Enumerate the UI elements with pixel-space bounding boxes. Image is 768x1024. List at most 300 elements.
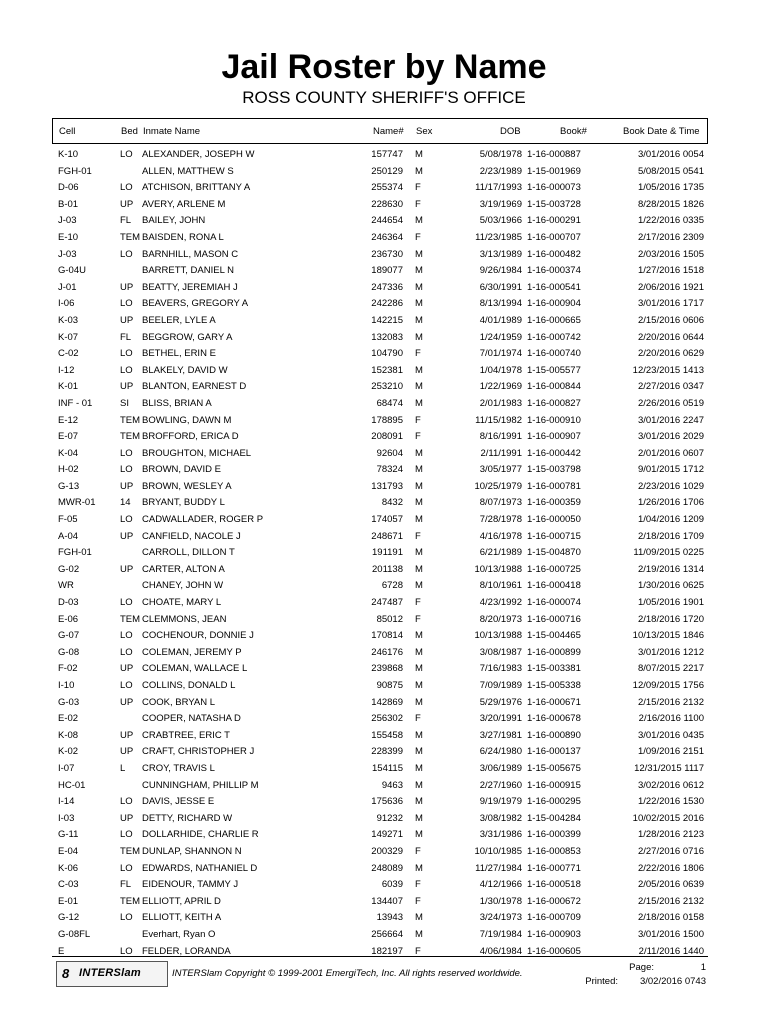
row-name-number: 256302 — [371, 713, 403, 725]
row-book-number: 1-16-000374 — [527, 265, 581, 277]
row-cell: K-10 — [58, 149, 79, 160]
printed-label: Printed: — [585, 976, 618, 987]
row-book-number: 1-15-005577 — [527, 364, 581, 376]
row-cell: K-01 — [58, 381, 79, 393]
row-book-number: 1-16-000073 — [527, 182, 581, 194]
row-bed: LO — [120, 464, 133, 476]
row-book-number: 1-15-004465 — [527, 630, 581, 642]
header-bed: Bed — [121, 126, 138, 137]
row-cell: I-12 — [58, 364, 75, 376]
row-cell: E-12 — [58, 414, 79, 426]
row-book-number: 1-16-000665 — [527, 314, 581, 326]
row-book-number: 1-16-000903 — [527, 928, 581, 940]
row-bed: L — [120, 762, 126, 774]
table-row — [52, 428, 708, 445]
row-dob: 7/16/1983 — [479, 663, 522, 675]
row-book-date-time: 2/06/2016 1921 — [637, 281, 704, 293]
row-bed: LO — [120, 298, 133, 310]
row-sex: M — [415, 447, 423, 459]
row-book-date-time: 2/15/2016 0606 — [637, 314, 704, 326]
table-row — [52, 577, 708, 594]
row-book-number: 1-16-000418 — [527, 580, 581, 592]
table-row — [52, 212, 708, 229]
row-book-date-time: 2/15/2016 2132 — [637, 895, 704, 907]
row-cell: I-10 — [58, 680, 75, 691]
row-sex: M — [415, 862, 423, 874]
row-book-number: 1-16-000518 — [527, 879, 581, 891]
row-name-number: 8432 — [381, 497, 403, 509]
row-bed: LO — [120, 796, 133, 808]
header-dob: DOB — [500, 126, 521, 137]
row-book-date-time: 8/07/2015 2217 — [637, 663, 704, 675]
row-sex: M — [415, 696, 423, 708]
row-inmate-name: BEAVERS, GREGORY A — [142, 298, 249, 310]
row-sex: M — [415, 464, 423, 476]
row-book-date-time: 2/26/2016 0519 — [637, 397, 704, 409]
row-book-number: 1-16-000074 — [527, 597, 581, 609]
row-name-number: 13943 — [376, 912, 403, 924]
row-book-number: 1-16-000771 — [527, 862, 581, 874]
row-book-number: 1-15-004870 — [527, 547, 581, 559]
row-sex: M — [415, 397, 423, 409]
row-dob: 2/01/1983 — [479, 397, 522, 409]
row-bed: LO — [120, 364, 133, 376]
row-dob: 10/25/1979 — [474, 480, 522, 492]
header-book-date-time: Book Date & Time — [623, 126, 700, 137]
row-name-number: 9463 — [381, 779, 403, 791]
row-sex: M — [415, 364, 423, 376]
row-book-date-time: 2/15/2016 2132 — [637, 696, 704, 708]
row-name-number: 149271 — [371, 829, 403, 841]
row-cell: G-08 — [58, 646, 80, 658]
row-book-number: 1-16-000295 — [527, 796, 581, 808]
row-sex: M — [415, 912, 423, 924]
row-inmate-name: BLAKELY, DAVID W — [142, 364, 228, 376]
row-cell: G-08FL — [58, 928, 91, 940]
row-inmate-name: CLEMMONS, JEAN — [142, 613, 227, 625]
report-subtitle: ROSS COUNTY SHERIFF'S OFFICE — [242, 88, 526, 107]
table-row — [52, 561, 708, 578]
row-inmate-name: BLANTON, EARNEST D — [142, 381, 247, 393]
row-sex: F — [415, 182, 421, 194]
row-book-date-time: 2/03/2016 1505 — [637, 248, 704, 260]
row-book-date-time: 12/09/2015 1756 — [632, 680, 704, 691]
table-row — [52, 727, 708, 744]
row-sex: F — [415, 431, 421, 443]
row-name-number: 253210 — [371, 381, 403, 393]
row-bed: LO — [120, 630, 133, 642]
table-row — [52, 362, 708, 379]
row-name-number: 200329 — [371, 845, 403, 857]
row-name-number: 131793 — [371, 480, 403, 492]
row-dob: 5/08/1978 — [479, 149, 522, 160]
row-book-number: 1-16-000716 — [527, 613, 581, 625]
row-inmate-name: CARTER, ALTON A — [142, 563, 225, 575]
row-bed: LO — [120, 680, 133, 691]
row-cell: G-07 — [58, 630, 80, 642]
row-cell: K-02 — [58, 746, 79, 758]
table-row — [52, 810, 708, 827]
row-book-number: 1-16-000672 — [527, 895, 581, 907]
row-bed: UP — [120, 480, 134, 492]
row-name-number: 236730 — [371, 248, 403, 260]
row-cell: K-06 — [58, 862, 79, 874]
report-footer — [52, 956, 708, 991]
row-book-date-time: 2/23/2016 1029 — [637, 480, 704, 492]
row-inmate-name: BARNHILL, MASON C — [142, 248, 239, 260]
row-book-date-time: 3/01/2016 1717 — [637, 298, 704, 310]
table-row — [52, 893, 708, 910]
row-book-number: 1-16-000910 — [527, 414, 581, 426]
row-dob: 6/30/1991 — [479, 281, 522, 293]
row-sex: M — [415, 497, 423, 509]
row-book-number: 1-16-000137 — [527, 746, 581, 758]
row-inmate-name: ATCHISON, BRITTANY A — [142, 182, 251, 194]
row-book-date-time: 9/01/2015 1712 — [637, 464, 704, 476]
row-name-number: 242286 — [371, 298, 403, 310]
row-cell: C-03 — [58, 879, 79, 891]
row-sex: M — [415, 265, 423, 277]
row-name-number: 142869 — [371, 696, 403, 708]
row-dob: 1/30/1978 — [479, 895, 522, 907]
table-row — [52, 229, 708, 246]
row-inmate-name: BAISDEN, RONA L — [142, 231, 224, 243]
row-inmate-name: DAVIS, JESSE E — [142, 796, 215, 808]
table-row — [52, 611, 708, 628]
table-row — [52, 926, 708, 943]
row-book-number: 1-16-000291 — [527, 215, 581, 227]
row-inmate-name: BRYANT, BUDDY L — [142, 497, 225, 509]
row-bed: TEM — [120, 414, 141, 426]
row-book-date-time: 10/02/2015 2016 — [632, 812, 704, 824]
row-bed: FL — [120, 879, 132, 891]
row-name-number: 244654 — [371, 215, 403, 227]
row-bed: LO — [120, 862, 133, 874]
row-book-date-time: 2/27/2016 0716 — [637, 845, 704, 857]
row-book-number: 1-16-000605 — [527, 945, 581, 957]
row-book-number: 1-16-000827 — [527, 397, 581, 409]
row-inmate-name: CHANEY, JOHN W — [142, 580, 224, 592]
row-inmate-name: BLISS, BRIAN A — [142, 397, 212, 409]
row-bed: UP — [120, 381, 134, 393]
row-sex: M — [415, 381, 423, 393]
row-name-number: 191191 — [372, 547, 403, 559]
row-name-number: 247336 — [371, 281, 403, 293]
table-row — [52, 909, 708, 926]
row-name-number: 174057 — [371, 514, 403, 526]
row-inmate-name: COOK, BRYAN L — [142, 696, 216, 708]
row-book-date-time: 1/09/2016 2151 — [637, 746, 704, 758]
row-name-number: 256664 — [371, 928, 403, 940]
row-name-number: 134407 — [371, 895, 403, 907]
row-name-number: 90875 — [376, 680, 403, 691]
row-dob: 1/24/1959 — [479, 331, 522, 343]
row-sex: F — [415, 231, 421, 243]
row-book-number: 1-15-003381 — [527, 663, 581, 675]
row-bed: TEM — [120, 613, 141, 625]
row-book-date-time: 3/01/2016 1500 — [637, 928, 704, 940]
row-bed: LO — [120, 597, 133, 609]
row-dob: 2/23/1989 — [479, 165, 522, 177]
table-row — [52, 760, 708, 777]
row-book-number: 1-16-000915 — [527, 779, 581, 791]
row-dob: 4/01/1989 — [479, 314, 522, 326]
page-label: Page: — [629, 962, 654, 973]
row-inmate-name: AVERY, ARLENE M — [142, 198, 226, 210]
row-inmate-name: BARRETT, DANIEL N — [142, 265, 235, 277]
row-name-number: 155458 — [371, 729, 403, 741]
row-bed: 14 — [120, 497, 131, 509]
row-cell: J-03 — [58, 248, 77, 260]
table-row — [52, 860, 708, 877]
row-book-number: 1-16-000725 — [527, 563, 581, 575]
row-inmate-name: BROWN, WESLEY A — [142, 480, 232, 492]
table-row — [52, 826, 708, 843]
row-sex: F — [415, 845, 421, 857]
row-book-number: 1-15-004284 — [527, 812, 581, 824]
row-book-date-time: 1/22/2016 1530 — [637, 796, 704, 808]
row-dob: 8/10/1961 — [479, 580, 522, 592]
row-dob: 9/19/1979 — [479, 796, 522, 808]
row-dob: 3/19/1969 — [479, 198, 522, 210]
row-sex: M — [415, 580, 423, 592]
row-book-date-time: 2/20/2016 0644 — [637, 331, 704, 343]
row-inmate-name: FELDER, LORANDA — [142, 945, 231, 957]
row-inmate-name: ELLIOTT, APRIL D — [142, 895, 221, 907]
row-bed: LO — [120, 945, 133, 957]
header-inmate-name: Inmate Name — [143, 126, 201, 137]
row-dob: 3/24/1973 — [479, 912, 522, 924]
row-book-date-time: 3/01/2016 0435 — [637, 729, 704, 741]
row-dob: 10/13/1988 — [474, 630, 522, 642]
row-cell: I-14 — [58, 796, 75, 808]
row-name-number: 246176 — [371, 646, 403, 658]
row-dob: 5/29/1976 — [479, 696, 522, 708]
row-dob: 3/31/1986 — [479, 829, 522, 841]
row-book-date-time: 3/01/2016 2247 — [637, 414, 704, 426]
row-book-date-time: 2/27/2016 0347 — [637, 381, 704, 393]
row-bed: LO — [120, 646, 133, 658]
table-row — [52, 146, 708, 163]
row-cell: J-03 — [58, 215, 77, 227]
logo-text: INTERSlam — [79, 967, 141, 979]
row-sex: M — [415, 680, 423, 691]
row-bed: UP — [120, 281, 134, 293]
row-name-number: 208091 — [371, 431, 403, 443]
row-dob: 11/27/1984 — [475, 862, 522, 874]
row-cell: WR — [58, 580, 74, 592]
table-row — [52, 345, 708, 362]
row-cell: F-05 — [58, 514, 78, 526]
row-dob: 4/12/1966 — [479, 879, 522, 891]
row-inmate-name: BEGGROW, GARY A — [142, 331, 233, 343]
table-row — [52, 843, 708, 860]
copyright-notice: INTERSlam Copyright © 1999-2001 EmergiTech, Inc. All rights reserved worldwide. — [172, 968, 523, 979]
row-inmate-name: CHOATE, MARY L — [142, 597, 222, 609]
header-book-number: Book# — [560, 126, 587, 137]
table-row — [52, 295, 708, 312]
row-inmate-name: DETTY, RICHARD W — [142, 812, 233, 824]
row-bed: UP — [120, 198, 134, 210]
row-name-number: 104790 — [371, 348, 403, 360]
row-cell: K-04 — [58, 447, 79, 459]
row-dob: 10/10/1985 — [474, 845, 522, 857]
row-dob: 3/08/1987 — [479, 646, 522, 658]
row-bed: SI — [120, 397, 129, 409]
row-book-date-time: 3/01/2016 1212 — [637, 646, 704, 658]
row-book-number: 1-16-000707 — [527, 231, 581, 243]
row-name-number: 247487 — [371, 597, 403, 609]
row-sex: F — [415, 414, 421, 426]
row-bed: LO — [120, 149, 133, 160]
row-dob: 8/20/1973 — [479, 613, 522, 625]
row-dob: 7/19/1984 — [479, 928, 522, 940]
row-book-number: 1-16-000671 — [527, 696, 581, 708]
row-book-number: 1-16-000541 — [527, 281, 581, 293]
row-cell: E-01 — [58, 895, 79, 907]
row-name-number: 248671 — [371, 530, 403, 542]
row-cell: E — [58, 945, 65, 957]
row-inmate-name: EIDENOUR, TAMMY J — [142, 879, 239, 891]
row-name-number: 132083 — [371, 331, 403, 343]
row-inmate-name: COCHENOUR, DONNIE J — [142, 630, 254, 642]
row-inmate-name: DUNLAP, SHANNON N — [142, 845, 242, 857]
table-row — [52, 710, 708, 727]
row-sex: M — [415, 298, 423, 310]
row-cell: MWR-01 — [58, 497, 96, 509]
row-book-number: 1-16-000740 — [527, 348, 581, 360]
row-bed: LO — [120, 829, 133, 841]
row-bed: LO — [120, 348, 133, 360]
row-book-number: 1-16-000890 — [527, 729, 581, 741]
row-cell: E-02 — [58, 713, 79, 725]
row-dob: 7/09/1989 — [479, 680, 522, 691]
row-book-date-time: 2/19/2016 1314 — [637, 563, 704, 575]
row-cell: G-11 — [58, 829, 79, 841]
row-inmate-name: ALEXANDER, JOSEPH W — [142, 149, 255, 160]
row-sex: M — [415, 746, 423, 758]
row-cell: G-04U — [58, 265, 86, 277]
row-sex: F — [415, 613, 421, 625]
row-sex: F — [415, 713, 421, 725]
row-dob: 7/28/1978 — [479, 514, 522, 526]
row-inmate-name: COLEMAN, JEREMY P — [142, 646, 242, 658]
row-bed: UP — [120, 696, 134, 708]
page-number: 1 — [700, 962, 706, 973]
row-name-number: 91232 — [376, 812, 403, 824]
row-book-number: 1-16-000781 — [527, 480, 581, 492]
row-name-number: 239868 — [371, 663, 403, 675]
row-cell: A-04 — [58, 530, 79, 542]
row-name-number: 6039 — [381, 879, 403, 891]
table-row — [52, 594, 708, 611]
row-book-date-time: 2/01/2016 0607 — [637, 447, 704, 459]
row-book-date-time: 1/22/2016 0335 — [637, 215, 704, 227]
row-bed: LO — [120, 248, 133, 260]
row-cell: E-06 — [58, 613, 79, 625]
row-dob: 10/13/1988 — [474, 563, 522, 575]
row-cell: C-02 — [58, 348, 79, 360]
row-book-number: 1-16-000482 — [527, 248, 581, 260]
row-bed: UP — [120, 563, 134, 575]
row-book-date-time: 1/05/2016 1901 — [637, 597, 704, 609]
row-sex: F — [415, 895, 421, 907]
row-book-date-time: 2/18/2016 0158 — [637, 912, 704, 924]
row-name-number: 228399 — [371, 746, 403, 758]
row-inmate-name: BROFFORD, ERICA D — [142, 431, 239, 443]
row-name-number: 68474 — [376, 397, 403, 409]
row-book-date-time: 2/22/2016 1806 — [637, 862, 704, 874]
row-cell: B-01 — [58, 198, 79, 210]
table-row — [52, 179, 708, 196]
table-row — [52, 511, 708, 528]
table-row — [52, 262, 708, 279]
row-cell: G-02 — [58, 563, 80, 575]
row-bed: LO — [120, 182, 133, 194]
row-inmate-name: Everhart, Ryan O — [142, 928, 216, 940]
table-row — [52, 743, 708, 760]
row-dob: 11/15/1982 — [475, 414, 522, 426]
row-book-date-time: 1/30/2016 0625 — [637, 580, 704, 592]
row-bed: TEM — [120, 431, 141, 443]
row-dob: 3/05/1977 — [479, 464, 522, 476]
row-dob: 8/13/1994 — [479, 298, 522, 310]
row-dob: 3/13/1989 — [479, 248, 522, 260]
row-inmate-name: CROY, TRAVIS L — [142, 762, 215, 774]
row-name-number: 6728 — [381, 580, 403, 592]
row-sex: F — [415, 945, 421, 957]
row-dob: 1/22/1969 — [479, 381, 522, 393]
row-dob: 4/16/1978 — [479, 530, 522, 542]
header-name-number: Name# — [373, 126, 404, 137]
row-book-date-time: 2/18/2016 1720 — [637, 613, 704, 625]
report-title: Jail Roster by Name — [221, 48, 547, 86]
row-cell: I-07 — [58, 762, 75, 774]
row-book-number: 1-15-005338 — [527, 680, 581, 691]
row-dob: 3/06/1989 — [479, 762, 522, 774]
row-sex: M — [415, 928, 423, 940]
row-sex: M — [415, 796, 423, 808]
row-dob: 2/11/1991 — [480, 447, 522, 459]
header-sex: Sex — [416, 126, 433, 137]
row-book-number: 1-15-001969 — [527, 165, 581, 177]
row-cell: K-08 — [58, 729, 79, 741]
table-row — [52, 660, 708, 677]
row-bed: UP — [120, 530, 134, 542]
row-name-number: 189077 — [371, 265, 403, 277]
row-book-date-time: 8/28/2015 1826 — [637, 198, 704, 210]
row-name-number: 92604 — [376, 447, 403, 459]
row-sex: M — [415, 646, 423, 658]
roster-table — [52, 146, 708, 959]
row-inmate-name: CRAFT, CHRISTOPHER J — [142, 746, 255, 758]
row-book-number: 1-16-000715 — [527, 530, 581, 542]
row-cell: G-13 — [58, 480, 80, 492]
row-sex: M — [415, 829, 423, 841]
row-inmate-name: BROUGHTON, MICHAEL — [142, 447, 252, 459]
table-row — [52, 312, 708, 329]
row-name-number: 178895 — [371, 414, 403, 426]
row-cell: E-07 — [58, 431, 79, 443]
row-sex: M — [415, 331, 423, 343]
row-cell: H-02 — [58, 464, 79, 476]
table-row — [52, 329, 708, 346]
row-name-number: 201138 — [372, 563, 403, 575]
row-dob: 4/23/1992 — [479, 597, 522, 609]
row-book-date-time: 2/11/2016 1440 — [638, 945, 704, 957]
row-cell: J-01 — [58, 281, 77, 293]
row-cell: E-10 — [58, 231, 79, 243]
